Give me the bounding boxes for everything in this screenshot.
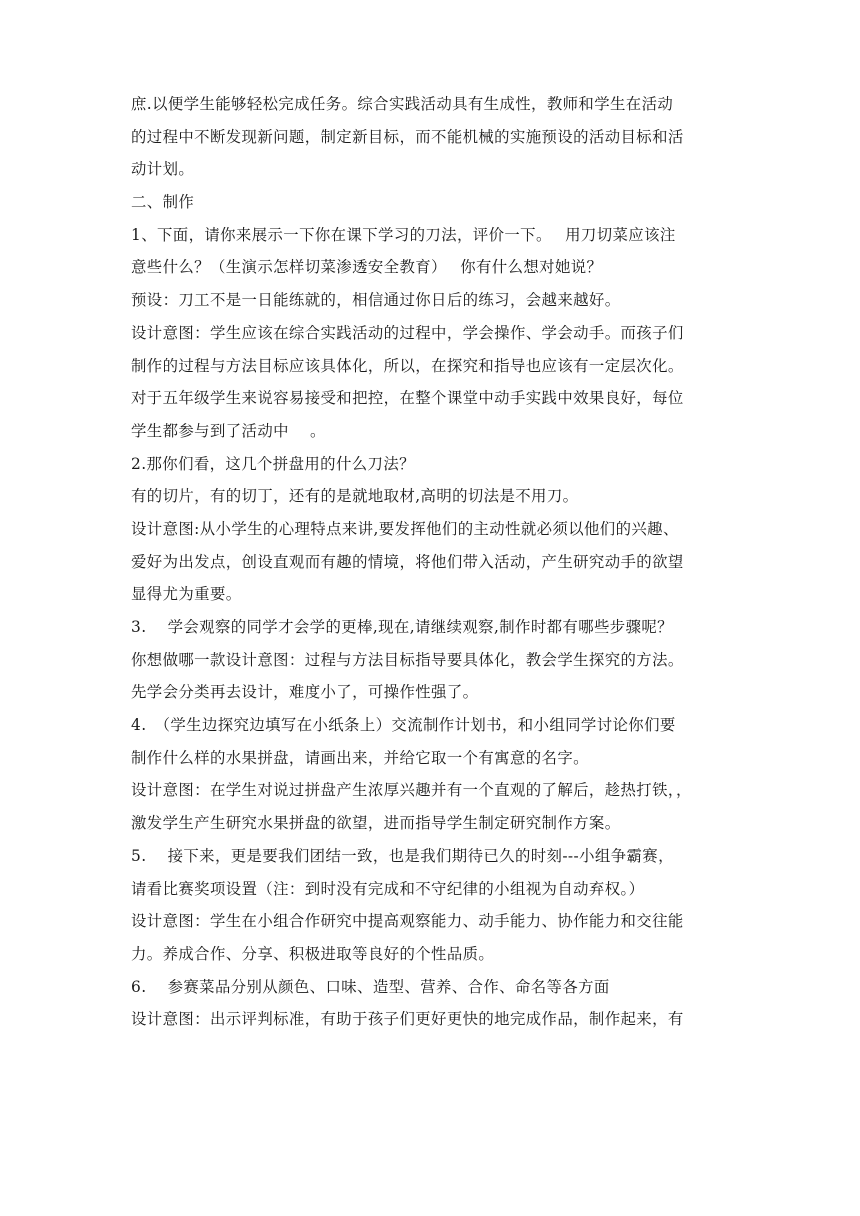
text-line: 动计划。: [131, 160, 195, 179]
text-line: 有的切片，有的切丁，还有的是就地取材,高明的切法是不用刀。: [131, 487, 579, 506]
text-line: 制作的过程与方法目标应该具体化，所以，在探究和指导也应该有一定层次化。: [131, 356, 684, 375]
text-line: 意些什么？（生演示怎样切菜渗透安全教育） 你有什么想对她说？: [131, 258, 603, 277]
text-line: 3. 学会观察的同学才会学的更棒,现在,请继续观察,制作时都有哪些步骤呢？: [131, 618, 673, 636]
text-line: 设计意图：学生在小组合作研究中提高观察能力、动手能力、协作能力和交往能: [131, 912, 684, 931]
text-line: 你想做哪一款设计意图：过程与方法目标指导要具体化，教会学生探究的方法。: [131, 650, 684, 669]
text-line: 6. 参赛菜品分别从颜色、口味、造型、营养、合作、命名等各方面: [131, 977, 610, 996]
document-body: [131, 88, 731, 1036]
section-heading: 二、制作: [131, 193, 195, 212]
text-line: 庶.以便学生能够轻松完成任务。综合实践活动具有生成性，教师和学生在活动: [131, 95, 674, 113]
text-line: 学生都参与到了活动中 。: [131, 421, 326, 440]
text-line: 的过程中不断发现新问题，制定新目标，而不能机械的实施预设的活动目标和活: [131, 127, 684, 146]
text-line: 请看比赛奖项设置（注：到时没有完成和不守纪律的小组视为自动弃权。）: [131, 879, 645, 898]
text-line: 先学会分类再去设计，难度小了，可操作性强了。: [131, 683, 479, 702]
text-line: 设计意图:从小学生的心理特点来讲,要发挥他们的主动性就必须以他们的兴趣、: [131, 519, 679, 538]
text-line: 1、下面，请你来展示一下你在课下学习的刀法，评价一下。 用刀切菜应该注: [131, 225, 676, 244]
text-line: 预设：刀工不是一日能练就的，相信通过你日后的练习，会越来越好。: [131, 291, 621, 310]
text-line: 制作什么样的水果拼盘，请画出来，并给它取一个有寓意的名字。: [131, 748, 589, 767]
text-line: 2.那你们看，这几个拼盘用的什么刀法？: [131, 454, 415, 473]
text-line: 4. （学生边探究边填写在小纸条上）交流制作计划书，和小组同学讨论你们要: [131, 716, 676, 735]
text-line: 对于五年级学生来说容易接受和把控，在整个课堂中动手实践中效果良好，每位: [131, 389, 684, 408]
text-line: 显得尤为重要。: [131, 585, 242, 604]
text-line: 5. 接下来，更是要我们团结一致，也是我们期待已久的时刻---小组争霸赛，: [131, 846, 674, 865]
text-line: 激发学生产生研究水果拼盘的欲望，进而指导学生制定研究制作方案。: [131, 814, 621, 833]
text-line: 爱好为出发点，创设直观而有趣的情境，将他们带入活动，产生研究动手的欲望: [131, 552, 684, 571]
text-line: 设计意图：学生应该在综合实践活动的过程中，学会操作、学会动手。而孩子们: [131, 323, 684, 342]
text-line: 力。养成合作、分享、积极进取等良好的个性品质。: [131, 944, 495, 963]
text-line: 设计意图：在学生对说过拼盘产生浓厚兴趣并有一个直观的了解后，趁热打铁，，: [131, 781, 692, 800]
text-line: 设计意图：出示评判标准，有助于孩子们更好更快的地完成作品，制作起来，有: [131, 1010, 684, 1029]
